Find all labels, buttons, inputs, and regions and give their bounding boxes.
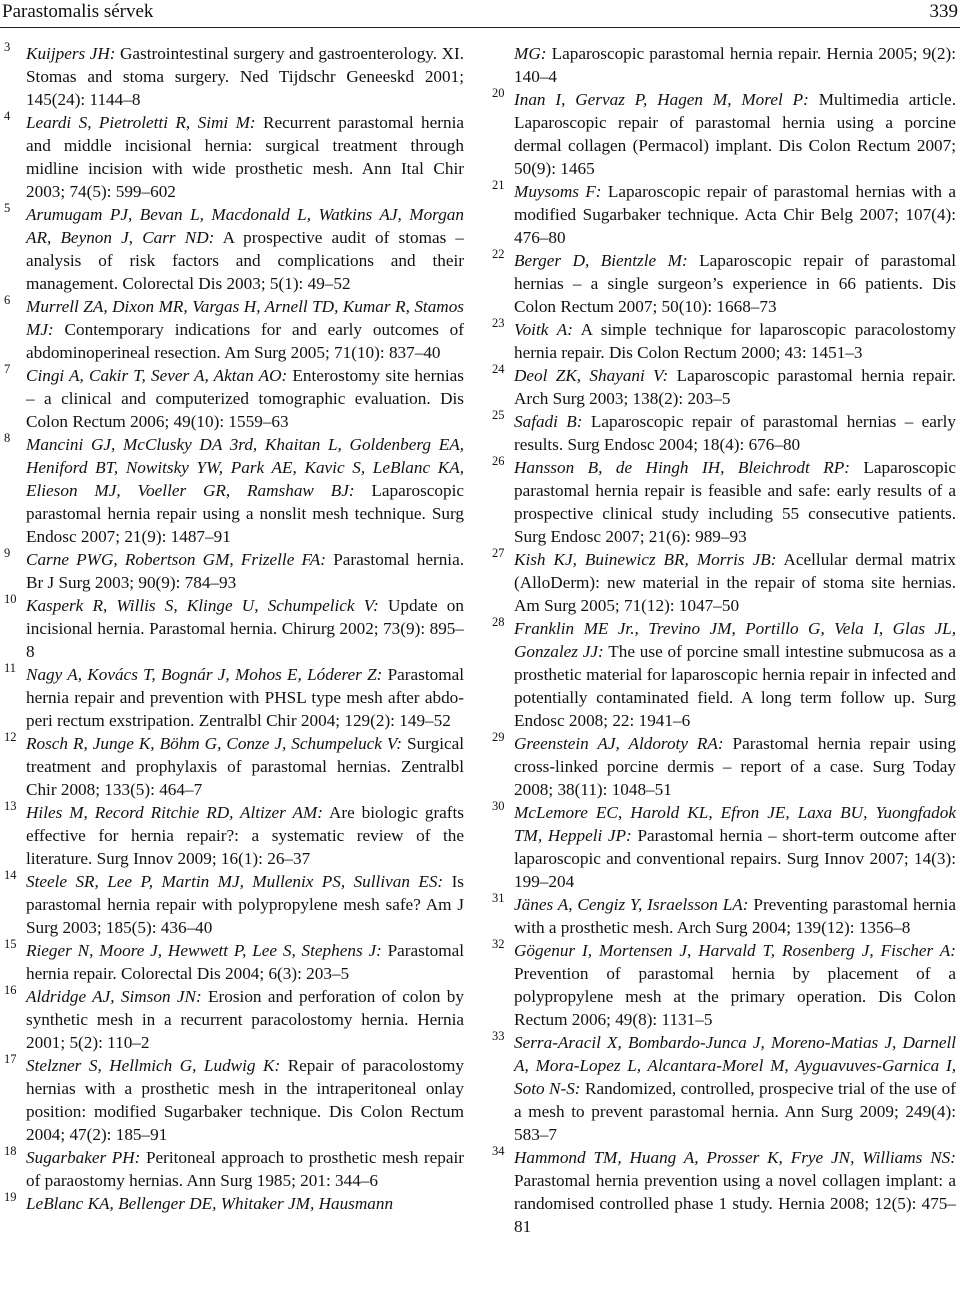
reference-text: Peritoneal approach to prosthetic mesh repair of paraostomy hernias. Ann Surg 1985; 201: 344–6 [26,1148,464,1190]
reference-item [4,939,464,985]
reference-number: 27 [492,546,505,560]
header-rule [0,27,960,28]
reference-authors: Rosch R, Junge K, Böhm G, Conze J, Schumpeluck V: [26,734,403,753]
reference-authors: Muysoms F: [514,182,602,201]
reference-authors: Inan I, Gervaz P, Hagen M, Morel P: [514,90,809,109]
reference-authors: Greenstein AJ, Aldoroty RA: [514,734,724,753]
reference-authors: Kasperk R, Willis S, Klinge U, Schumpelick V: [26,596,379,615]
reference-item [492,732,956,801]
reference-text: Enterostomy site hernias – a clinical and computerized tomographic evaluation. Dis Colon Rectum 2006; 49(10): 1559–63 [26,366,464,431]
reference-text: Prevention of parastomal hernia by placement of a polypropylene mesh at the primary operation. Dis Colon Rectum 2006; 49(8): 1131–5 [514,964,956,1029]
reference-item [4,801,464,870]
reference-item [492,180,956,249]
reference-item [4,1146,464,1192]
reference-number: 14 [4,868,17,882]
reference-item [492,548,956,617]
reference-item [4,1054,464,1146]
reference-column-left [4,42,464,1215]
reference-item [492,42,956,88]
reference-authors: Cingi A, Cakir T, Sever A, Aktan AO: [26,366,288,385]
reference-authors: MG: [514,44,547,63]
reference-item [4,42,464,111]
reference-item [492,617,956,732]
reference-text: Parastomal hernia repair and prevention with PHSL type mesh after abdo-peri rectum exstripation. Zentralbl Chir 2004; 129(2): 149–52 [26,665,464,730]
running-title: Parastomalis sérvek [2,1,154,22]
reference-authors: Sugarbaker PH: [26,1148,141,1167]
reference-text: A prospective audit of stomas – analysis of risk factors and complications and their management. Colorectal Dis 2003; 5(1): 49–52 [26,228,464,293]
reference-authors: Rieger N, Moore J, Hewwett P, Lee S, Stephens J: [26,941,382,960]
reference-text: Is parastomal hernia repair with polypropylene mesh safe? Am J Surg 2003; 185(5): 436–40 [26,872,464,937]
reference-item [4,732,464,801]
reference-number: 3 [4,40,11,54]
reference-number: 28 [492,615,505,629]
reference-number: 21 [492,178,505,192]
reference-authors: Carne PWG, Robertson GM, Frizelle FA: [26,550,327,569]
reference-text: Gastrointestinal surgery and gastroenterology. XI. Stomas and stoma surgery. Ned Tijdschr Geneeskd 2001; 145(24): 1144–8 [26,44,464,109]
reference-item [4,548,464,594]
reference-text: Randomized, controlled, prospecive trial of the use of a mesh to prevent parastomal hernia. Ann Surg 2009; 249(4): 583–7 [514,1079,956,1144]
reference-item [4,870,464,939]
reference-authors: Hammond TM, Huang A, Prosser K, Frye JN, Williams NS: [514,1148,956,1167]
reference-number: 33 [492,1029,505,1043]
reference-number: 16 [4,983,17,997]
reference-text: Laparoscopic repair of parastomal hernias with a modified Sugarbaker technique. Acta Chir Belg 2007; 107(4): 476–80 [514,182,956,247]
reference-authors: Deol ZK, Shayani V: [514,366,669,385]
reference-number: 32 [492,937,505,951]
reference-item [492,318,956,364]
reference-item [492,801,956,893]
reference-number: 31 [492,891,505,905]
reference-text: A simple technique for laparoscopic paracolostomy hernia repair. Dis Colon Rectum 2000; 43: 1451–3 [514,320,956,362]
reference-number: 30 [492,799,505,813]
reference-text: Laparoscopic parastomal hernia repair using a nonslit mesh technique. Surg Endosc 2007; 21(9): 1487–91 [26,481,464,546]
reference-number: 26 [492,454,505,468]
reference-number: 9 [4,546,11,560]
reference-authors: Serra-Aracil X, Bombardo-Junca J, Moreno-Matias J, Darnell A, Mora-Lopez L, Alcantara-Morel M, Ayguavuves-Garnica I, Soto N-S: [514,1033,956,1098]
reference-text: Update on incisional hernia. Parastomal hernia. Chirurg 2002; 73(9): 895–8 [26,596,464,661]
reference-text: Repair of paracolostomy hernias with a prosthetic mesh in the intraperitoneal onlay position: modified Sugarbaker technique. Dis Colon Rectum 2004; 47(2): 185–91 [26,1056,464,1144]
reference-text: Acellular dermal matrix (AlloDerm): new material in the repair of stoma site hernias. Am Surg 2005; 71(12): 1047–50 [514,550,956,615]
reference-text: Laparoscopic repair of parastomal hernias – a single surgeon’s experience in 66 patients. Dis Colon Rectum 2007; 50(10): 1668–73 [514,251,956,316]
reference-item [4,1192,464,1215]
reference-number: 22 [492,247,505,261]
reference-authors: Kuijpers JH: [26,44,116,63]
reference-number: 10 [4,592,17,606]
reference-authors: Nagy A, Kovács T, Bognár J, Mohos E, Lóderer Z: [26,665,383,684]
reference-number: 15 [4,937,17,951]
reference-authors: Berger D, Bientzle M: [514,251,688,270]
reference-number: 25 [492,408,505,422]
reference-number: 8 [4,431,11,445]
reference-number: 11 [4,661,17,675]
reference-authors: Hansson B, de Hingh IH, Bleichrodt RP: [514,458,850,477]
reference-item [492,1031,956,1146]
reference-number: 19 [4,1190,17,1204]
reference-text: Surgical treatment and prophylaxis of parastomal hernias. Zentralbl Chir 2008; 133(5): 464–7 [26,734,465,799]
reference-authors: Leardi S, Pietroletti R, Simi M: [26,113,256,132]
reference-text: Parastomal hernia – short-term outcome after laparoscopic and conventional repairs. Surg Innov 2007; 14(3): 199–204 [514,826,956,891]
reference-authors: LeBlanc KA, Bellenger DE, Whitaker JM, Hausmann [26,1194,394,1213]
reference-authors: Kish KJ, Buinewicz BR, Morris JB: [514,550,777,569]
reference-number: 13 [4,799,17,813]
reference-item [4,663,464,732]
reference-authors: Steele SR, Lee P, Martin MJ, Mullenix PS, Sullivan ES: [26,872,444,891]
reference-number: 4 [4,109,11,123]
reference-item [4,111,464,203]
reference-number: 23 [492,316,505,330]
reference-item [4,295,464,364]
page-number: 339 [929,1,958,22]
reference-text: The use of porcine small intestine submucosa as a prosthetic material for laparoscopic hernia repair in infected and potentially contaminated field. A long term follow up. Surg Endosc 2008; 22: 1941–6 [514,642,956,730]
reference-number: 18 [4,1144,17,1158]
reference-item [492,364,956,410]
reference-text: Erosion and perforation of colon by synthetic mesh in a recurrent paracolostomy hernia. Hernia 2001; 5(2): 110–2 [26,987,464,1052]
reference-number: 6 [4,293,11,307]
reference-authors: McLemore EC, Harold KL, Efron JE, Laxa BU, Yuongfadok TM, Heppeli JP: [514,803,956,845]
reference-text: Parastomal hernia. Br J Surg 2003; 90(9): 784–93 [26,550,464,592]
reference-item [4,364,464,433]
reference-text: Are biologic grafts effective for hernia repair?: a systematic review of the literature. Surg Innov 2009; 16(1): 26–37 [26,803,464,868]
reference-authors: Voitk A: [514,320,573,339]
reference-text: Parastomal hernia prevention using a novel collagen implant: a randomised controlled phase 1 study. Hernia 2008; 12(5): 475–81 [514,1171,956,1236]
reference-item [492,939,956,1031]
reference-number: 7 [4,362,11,376]
reference-text: Laparoscopic parastomal hernia repair. Arch Surg 2003; 138(2): 203–5 [514,366,956,408]
reference-authors: Jänes A, Cengiz Y, Israelsson LA: [514,895,749,914]
reference-authors: Hiles M, Record Ritchie RD, Altizer AM: [26,803,323,822]
reference-text: Laparoscopic repair of parastomal hernias – early results. Surg Endosc 2004; 18(4): 676–80 [514,412,956,454]
reference-item [4,433,464,548]
reference-number: 24 [492,362,505,376]
reference-item [492,249,956,318]
reference-item [492,1146,956,1238]
reference-number: 34 [492,1144,505,1158]
reference-number: 20 [492,86,505,100]
reference-item [4,594,464,663]
reference-text: Parastomal hernia repair. Colorectal Dis 2004; 6(3): 203–5 [26,941,464,983]
reference-authors: Mancini GJ, McClusky DA 3rd, Khaitan L, Goldenberg EA, Heniford BT, Nowitsky YW, Park AE, Kavic S, LeBlanc KA, Elieson MJ, Voeller GR, Ramshaw BJ: [26,435,464,500]
reference-text: Laparoscopic parastomal hernia repair is feasible and safe: early results of a prospective clinical study including 55 consecutive patients. Surg Endosc 2007; 21(6): 989–93 [514,458,956,546]
reference-number: 29 [492,730,505,744]
reference-authors: Stelzner S, Hellmich G, Ludwig K: [26,1056,281,1075]
reference-text: Laparoscopic parastomal hernia repair. Hernia 2005; 9(2): 140–4 [514,44,956,86]
reference-authors: Murrell ZA, Dixon MR, Vargas H, Arnell TD, Kumar R, Stamos MJ: [26,297,464,339]
reference-item [4,203,464,295]
reference-text: Preventing parastomal hernia with a prosthetic mesh. Arch Surg 2004; 139(12): 1356–8 [514,895,956,937]
reference-authors: Aldridge AJ, Simson JN: [26,987,202,1006]
reference-authors: Safadi B: [514,412,583,431]
reference-number: 12 [4,730,17,744]
reference-text: Parastomal hernia repair using cross-linked porcine dermis – report of a case. Surg Today 2008; 38(11): 1048–51 [514,734,956,799]
reference-text: Contemporary indications for and early outcomes of abdominoperineal resection. Am Surg 2005; 71(10): 837–40 [26,320,464,362]
reference-text: Recurrent parastomal hernia and middle incisional hernia: surgical treatment through midline incision with wide prosthetic mesh. Ann Ital Chir 2003; 74(5): 599–602 [26,113,465,201]
reference-item [492,410,956,456]
reference-authors: Franklin ME Jr., Trevino JM, Portillo G, Vela I, Glas JL, Gonzalez JJ: [514,619,956,661]
reference-item [492,893,956,939]
reference-item [492,456,956,548]
reference-number: 5 [4,201,11,215]
reference-authors: Gögenur I, Mortensen J, Harvald T, Rosenberg J, Fischer A: [514,941,956,960]
reference-authors: Arumugam PJ, Bevan L, Macdonald L, Watkins AJ, Morgan AR, Beynon J, Carr ND: [26,205,464,247]
reference-text: Multimedia article. Laparoscopic repair of parastomal hernia using a porcine dermal collagen (Permacol) implant. Dis Colon Rectum 2007; 50(9): 1465 [514,90,956,178]
page-header [0,0,960,24]
reference-column-right [492,42,956,1238]
reference-item [4,985,464,1054]
reference-number: 17 [4,1052,17,1066]
reference-item [492,88,956,180]
